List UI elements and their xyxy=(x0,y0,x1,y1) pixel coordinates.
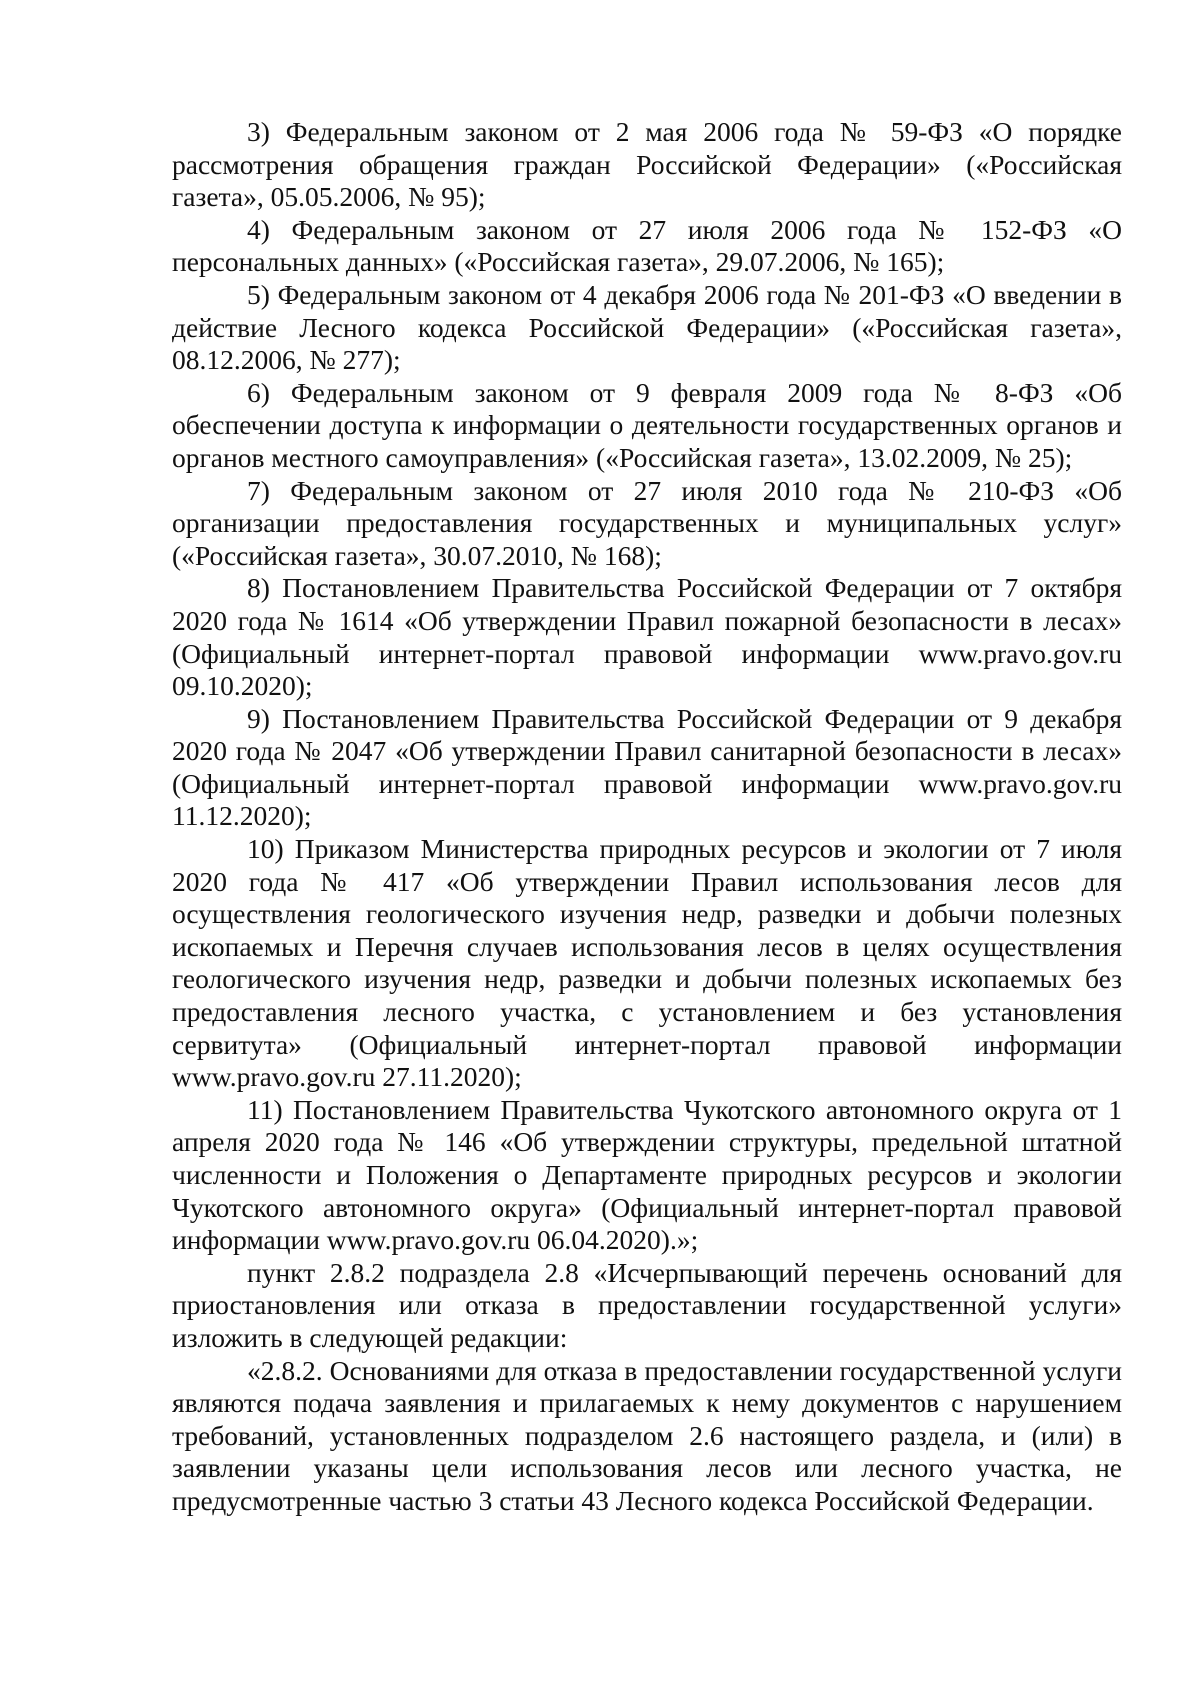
paragraph-item-6: 6) Федеральным законом от 9 февраля 2009 года № 8-ФЗ «Об обеспечении доступа к информации о деятельности государственных органов и органов местного самоуправления» («Российская газета», 13.02.2009, № 25); xyxy=(172,376,1122,473)
paragraph-item-10: 10) Приказом Министерства природных ресурсов и экологии от 7 июля 2020 года № 417 «Об утверждении Правил использования лесов для осуществления геологического изучения недр, разведки и добычи полезных ископаемых и Перечня случаев использования лесов в целях осуществления геологического изучения недр, разведки и добычи полезных ископаемых без предоставления лесного участка, с установлением и без установления сервитута» (Официальный интернет-портал правовой информации www.pravo.gov.ru 27.11.2020); xyxy=(172,833,1122,1093)
paragraph-new-text-2-8-2: «2.8.2. Основаниями для отказа в предоставлении государственной услуги являются подача заявления и прилагаемых к нему документов с нарушением требований, установленных подразделом 2.6 настоящего раздела, и (или) в заявлении указаны цели использования лесов или лесного участка, не предусмотренные частью 3 статьи 43 Лесного кодекса Российской Федерации. xyxy=(172,1354,1122,1516)
paragraph-item-9: 9) Постановлением Правительства Российской Федерации от 9 декабря 2020 года № 2047 «Об утверждении Правил санитарной безопасности в лесах» (Официальный интернет-портал правовой информации www.pravo.gov.ru 11.12.2020); xyxy=(172,702,1122,832)
paragraph-item-7: 7) Федеральным законом от 27 июля 2010 года № 210-ФЗ «Об организации предоставления государственных и муниципальных услуг» («Российская газета», 30.07.2010, № 168); xyxy=(172,474,1122,571)
paragraph-item-5: 5) Федеральным законом от 4 декабря 2006 года № 201-ФЗ «О введении в действие Лесного кодекса Российской Федерации» («Российская газета», 08.12.2006, № 277); xyxy=(172,278,1122,376)
paragraph-item-3: 3) Федеральным законом от 2 мая 2006 года № 59-ФЗ «О порядке рассмотрения обращения граждан Российской Федерации» («Российская газета», 05.05.2006, № 95); xyxy=(172,116,1122,213)
paragraph-item-11: 11) Постановлением Правительства Чукотского автономного округа от 1 апреля 2020 года № 146 «Об утверждении структуры, предельной штатной численности и Положения о Департаменте природных ресурсов и экологии Чукотского автономного округа» (Официальный интернет-портал правовой информации www.pravo.gov.ru 06.04.2020).»; xyxy=(172,1093,1122,1256)
paragraph-amendment-2-8-2: пункт 2.8.2 подраздела 2.8 «Исчерпывающий перечень оснований для приостановления или отказа в предоставлении государственной услуги» изложить в следующей редакции: xyxy=(172,1256,1122,1353)
paragraph-item-8: 8) Постановлением Правительства Российской Федерации от 7 октября 2020 года № 1614 «Об утверждении Правил пожарной безопасности в лесах» (Официальный интернет-портал правовой информации www.pravo.gov.ru 09.10.2020); xyxy=(172,572,1122,702)
document-page xyxy=(172,116,1122,1518)
paragraph-item-4: 4) Федеральным законом от 27 июля 2006 года № 152-ФЗ «О персональных данных» («Российская газета», 29.07.2006, № 165); xyxy=(172,213,1122,278)
